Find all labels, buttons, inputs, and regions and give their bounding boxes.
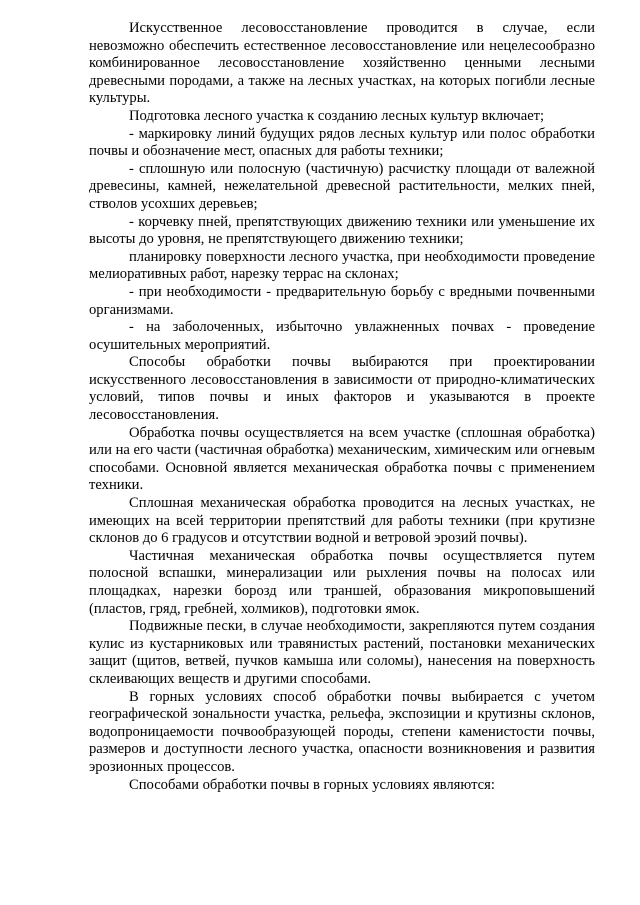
list-item-clearing: - сплошную или полосную (частичную) расчистку площади от валежной древесины, камней, нежелательной древесной растительности, мелких пней, стволов усохших деревьев; xyxy=(89,160,595,212)
document-page xyxy=(89,20,595,794)
paragraph-partial-mechanical-tillage: Частичная механическая обработка почвы осуществляется путем полосной вспашки, минерализации или рыхления почвы на полосах или площадках, нарезки борозд или траншей, образования микроповышений (пластов, гряд, гребней, холмиков), подготовки ямок. xyxy=(89,547,595,617)
list-item-marking: - маркировку линий будущих рядов лесных культур или полос обработки почвы и обозначение мест, опасных для работы техники; xyxy=(89,125,595,160)
paragraph-moving-sands: Подвижные пески, в случае необходимости, закрепляются путем создания кулис из кустарниковых или травянистых растений, постановки механических защит (щитов, ветвей, пучков камыша или соломы), нанесения на поверхность склеивающих веществ и другими способами. xyxy=(89,618,595,687)
paragraph-mountain-conditions: В горных условиях способ обработки почвы выбирается с учетом географической зональности участка, рельефа, экспозиции и крутизны склонов, водопроницаемости почвообразующей породы, степени каменистости почвы, размеров и доступности лесного участка, опасности возникновения и развития эрозионных процессов. xyxy=(89,688,595,775)
paragraph-full-mechanical-tillage: Сплошная механическая обработка проводится на лесных участках, не имеющих на всей территории препятствий для работы техники (при крутизне склонов до 6 градусов и отсутствии водной и ветровой эрозий почвы). xyxy=(89,495,595,547)
paragraph-tillage-methods: Способы обработки почвы выбираются при проектировании искусственного лесовосстановления в зависимости от природно-климатических условий, типов почвы и иных факторов и указываются в проекте лесовосстановления. xyxy=(89,354,595,424)
paragraph-tillage-types: Обработка почвы осуществляется на всем участке (сплошная обработка) или на его части (частичная обработка) механическим, химическим или огневым способами. Основной является механическая обработка почвы с применением техники. xyxy=(89,424,595,494)
list-item-stump-removal: - корчевку пней, препятствующих движению техники или уменьшение их высоты до уровня, не препятствующего движению техники; xyxy=(89,213,595,248)
paragraph-site-preparation-intro: Подготовка лесного участка к созданию лесных культур включает; xyxy=(129,107,545,124)
paragraph-mountain-methods-intro: Способами обработки почвы в горных условиях являются: xyxy=(129,776,495,793)
list-item-drainage: - на заболоченных, избыточно увлажненных почвах - проведение осушительных мероприятий. xyxy=(89,319,595,353)
paragraph-artificial-reforestation: Искусственное лесовосстановление проводится в случае, если невозможно обеспечить естественное лесовосстановление или нецелесообразно комбинированное лесовосстановление хозяйственно ценными лесными древесными породами, а также на лесных участках, на которых погибли лесные культуры. xyxy=(89,20,595,107)
list-item-surface-planning: планировку поверхности лесного участка, при необходимости проведение мелиоративных работ, нарезку террас на склонах; xyxy=(89,248,595,283)
list-item-pest-control: - при необходимости - предварительную борьбу с вредными почвенными организмами. xyxy=(89,283,595,318)
